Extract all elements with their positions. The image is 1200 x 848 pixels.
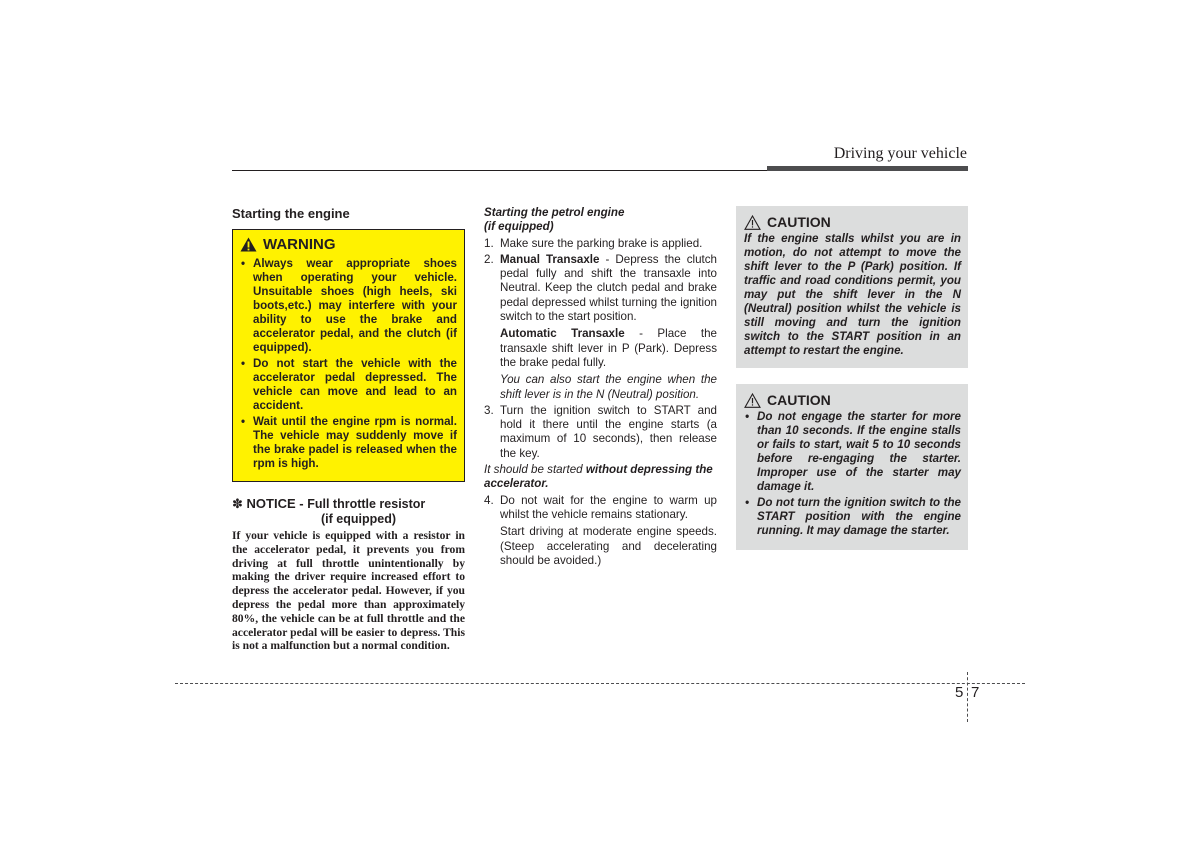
manual-transaxle-text: - Depress the clutch pedal fully and shift the transaxle into Neutral. Keep the clutch pedal and brake pedal depressed whilst turning the ignition switch to the start position. (500, 252, 718, 324)
warning-list (240, 257, 457, 471)
step-text: Make sure the parking brake is applied. (500, 236, 703, 250)
manual-transaxle-label: Manual Transaxle (500, 252, 600, 266)
caution-item: • Do not turn the ignition switch to the START position with the engine running. It may damage the starter. (744, 496, 961, 538)
caution-heading (744, 392, 961, 408)
caution-list (744, 410, 961, 538)
petrol-heading: Starting the petrol engine (484, 206, 625, 219)
header-title: Driving your vehicle (833, 145, 967, 162)
notice-symbol: ✽ (232, 496, 243, 511)
automatic-transaxle-paragraph (484, 327, 717, 370)
section-title: Starting the engine (232, 206, 350, 221)
notice-heading (232, 496, 465, 512)
step-text: Do not wait for the engine to warm up whilst the vehicle remains stationary. (500, 493, 717, 521)
automatic-transaxle-text: - Place the transaxle shift lever in P (Park). Depress the brake pedal fully. (500, 327, 717, 369)
header-rule (232, 170, 767, 171)
column-2 (484, 206, 717, 568)
caution-title: CAUTION (767, 214, 831, 230)
caution-heading (744, 214, 961, 230)
warning-heading (240, 236, 457, 253)
caution-item: • Do not engage the starter for more than 10 seconds. If the engine stalls or fails to start, wait 5 to 10 seconds before re-engaging the starter. Improper use of the starter may damage it. (744, 410, 961, 494)
warning-item: • Wait until the engine rpm is normal. The vehicle may suddenly move if the brake padel is released when the rpm is high. (240, 415, 457, 471)
caution-box-stall (736, 206, 968, 368)
warning-item: • Do not start the vehicle with the accelerator pedal depressed. The vehicle can move and lead to an accident. (240, 357, 457, 413)
notice-title: Full throttle resistor (307, 497, 426, 511)
step-number: 3. (484, 403, 494, 417)
step-2 (484, 253, 717, 324)
step-3 (484, 404, 717, 461)
header-rule-accent (767, 166, 968, 171)
warning-item: • Always wear appropriate shoes when operating your vehicle. Unsuitable shoes (high heels, ski boots,etc.) may interfere with your ability to use the brake and accelerator pedal, and the clutch (if equipped). (240, 257, 457, 355)
start-note-plain: It should be started (484, 463, 586, 477)
neutral-note: You can also start the engine when the shift lever is in the N (Neutral) position. (500, 373, 717, 401)
step-4 (484, 494, 717, 523)
page-number: 7 (971, 684, 980, 701)
notice-label: NOTICE - (246, 496, 304, 511)
caution-icon (744, 393, 761, 408)
petrol-heading-sub: (if equipped) (484, 220, 554, 234)
automatic-transaxle-label: Automatic Transaxle (500, 327, 625, 341)
step-text: Turn the ignition switch to START and hold it there until the engine starts (a maximum of 10 seconds), then release the key. (500, 403, 717, 460)
step-number: 1. (484, 236, 494, 250)
caution-icon (744, 215, 761, 230)
column-3 (736, 206, 968, 550)
footer-divider (967, 672, 968, 722)
footer-rule (175, 683, 1025, 684)
warning-title: WARNING (263, 236, 336, 253)
start-note-bold: without depressing the accelerator. (484, 463, 713, 491)
step-1 (484, 237, 717, 251)
step-number: 2. (484, 252, 494, 266)
warning-icon (240, 237, 257, 252)
step-4-continued: Start driving at moderate engine speeds. (Steep accelerating and decelerating should be avoided.) (500, 525, 717, 567)
step-text (500, 253, 717, 324)
section-number: 5 (955, 684, 964, 701)
step-number: 4. (484, 493, 494, 507)
caution-text: If the engine stalls whilst you are in motion, do not attempt to move the shift lever to the P (Park) position. If traffic and road conditions permit, you may put the shift lever in the N (Neutral) position whilst the vehicle is still moving and turn the ignition switch to the START position in an attempt to restart the engine. (744, 232, 961, 357)
caution-title: CAUTION (767, 392, 831, 408)
caution-box-starter (736, 384, 968, 550)
column-1 (232, 206, 465, 653)
notice-body: If your vehicle is equipped with a resistor in the accelerator pedal, it prevents you from driving at full throttle unintentionally by making the driver require increased effort to depress the accelerator pedal. However, if you depress the pedal more than approximately 80%, the vehicle can be at full throttle and the accelerator pedal will be easier to depress. This is not a malfunction but a normal condition. (232, 529, 465, 653)
start-note (484, 463, 717, 492)
notice-subtitle: (if equipped) (321, 512, 396, 526)
warning-box (232, 229, 465, 482)
